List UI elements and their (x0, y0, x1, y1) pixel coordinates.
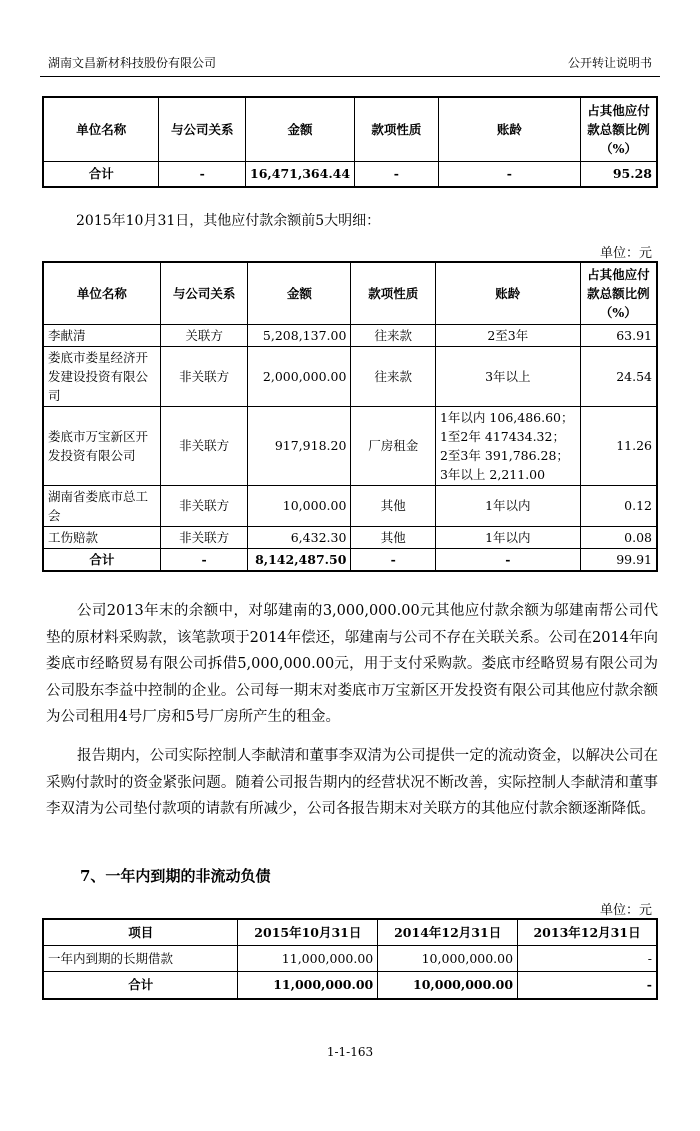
cell-2014: 10,000,000.00 (378, 945, 518, 971)
cell-aging: 2至3年 (435, 324, 580, 346)
cell-aging: 1年以内 (435, 485, 580, 526)
total-relationship: - (159, 161, 246, 187)
table-row (43, 346, 657, 406)
cell-2013: - (518, 945, 657, 971)
cell-nature: 往来款 (351, 324, 436, 346)
total-aging: - (435, 548, 580, 571)
top5-payables-table (42, 261, 658, 572)
cell-ratio: 0.08 (580, 526, 657, 548)
header-company-name: 湖南文昌新材科技股份有限公司 (48, 56, 217, 70)
table-total-row (43, 971, 657, 999)
total-2014: 10,000,000.00 (378, 971, 518, 999)
aging-line: 2至3年 391,786.28； (439, 447, 569, 463)
paragraph-1: 公司2013年末的余额中，对邬建南的3,000,000.00元其他应付款余额为邬建南帮公司代垫的原材料采购款，该笔款项于2014年偿还，邬建南与公司不存在关联关系。公司在2014年向娄底市经略贸易有限公司拆借5,000,000.00元，用于支付采购款。娄底市经略贸易有限公司为公司股东李益中控制的企业。公司每一期末对娄底市万宝新区开发投资有限公司其他应付款余额为公司租用4号厂房和5号厂房所产生的租金。 (46, 603, 658, 725)
table-row (43, 485, 657, 526)
table-total-row (43, 161, 657, 187)
cell-nature: 厂房租金 (351, 406, 436, 485)
cell-amount: 2,000,000.00 (248, 346, 351, 406)
cell-unit-name: 李献清 (43, 324, 160, 346)
cell-unit-name: 湖南省娄底市总工会 (43, 485, 160, 526)
cell-item: 一年内到期的长期借款 (43, 945, 238, 971)
col-header-2015-10-31: 2015年10月31日 (238, 919, 378, 945)
cell-aging: 1年以内 (435, 526, 580, 548)
cell-relationship: 非关联方 (160, 526, 248, 548)
total-nature: - (351, 548, 436, 571)
page-number: 1-1-163 (326, 1045, 374, 1059)
table-row (43, 406, 657, 485)
table-row (43, 945, 657, 971)
total-nature: - (355, 161, 439, 187)
cell-2015: 11,000,000.00 (238, 945, 378, 971)
cell-unit-name: 工伤赔款 (43, 526, 160, 548)
cell-nature: 其他 (351, 526, 436, 548)
table-header-row (43, 97, 657, 161)
cell-ratio: 24.54 (580, 346, 657, 406)
col-header-2014-12-31: 2014年12月31日 (378, 919, 518, 945)
cell-relationship: 非关联方 (160, 406, 248, 485)
cell-ratio: 63.91 (580, 324, 657, 346)
col-header-ratio: 占其他应付款总额比例（%） (580, 262, 657, 324)
total-2013: - (518, 971, 657, 999)
table-row (43, 324, 657, 346)
col-header-aging: 账龄 (438, 97, 580, 161)
paragraph-2: 报告期内，公司实际控制人李献清和董事李双清为公司提供一定的流动资金，以解决公司在采购付款时的资金紧张问题。随着公司报告期内的经营状况不断改善，实际控制人李献清和董事李双清为公司垫付款项的请款有所减少，公司各报告期末对关联方的其他应付款余额逐渐降低。 (46, 748, 658, 817)
current-noncurrent-liabilities-table (42, 918, 658, 1000)
aging-line: 1至2年 417434.32； (439, 428, 565, 444)
cell-aging: 3年以上 (435, 346, 580, 406)
total-label: 合计 (43, 161, 159, 187)
col-header-unit-name: 单位名称 (43, 97, 159, 161)
col-header-relationship: 与公司关系 (160, 262, 248, 324)
cell-unit-name: 娄底市娄星经济开发建设投资有限公司 (43, 346, 160, 406)
cell-ratio: 0.12 (580, 485, 657, 526)
table-header-row (43, 262, 657, 324)
aging-line: 1年以内 106,486.60； (439, 409, 574, 425)
payables-summary-table-continued (42, 96, 658, 188)
cell-unit-name: 娄底市万宝新区开发投资有限公司 (43, 406, 160, 485)
total-amount: 8,142,487.50 (248, 548, 351, 571)
total-ratio: 95.28 (581, 161, 657, 187)
col-header-nature: 款项性质 (351, 262, 436, 324)
total-2015: 11,000,000.00 (238, 971, 378, 999)
col-header-aging: 账龄 (435, 262, 580, 324)
section-title: 7、一年内到期的非流动负债 (80, 867, 271, 885)
cell-relationship: 非关联方 (160, 485, 248, 526)
col-header-2013-12-31: 2013年12月31日 (518, 919, 657, 945)
header-document-type: 公开转让说明书 (567, 56, 652, 70)
total-amount: 16,471,364.44 (246, 161, 355, 187)
cell-relationship: 关联方 (160, 324, 248, 346)
unit-label: 单位：元 (599, 246, 652, 261)
col-header-amount: 金额 (248, 262, 351, 324)
table-total-row (43, 548, 657, 571)
total-label: 合计 (43, 548, 160, 571)
cell-nature: 其他 (351, 485, 436, 526)
cell-relationship: 非关联方 (160, 346, 248, 406)
intro-text: 2015年10月31日，其他应付款余额前5大明细： (76, 213, 381, 229)
aging-line: 3年以上 2,211.00 (439, 466, 546, 482)
cell-amount: 6,432.30 (248, 526, 351, 548)
cell-aging-breakdown (435, 406, 580, 485)
table-row (43, 526, 657, 548)
unit-label: 单位：元 (599, 903, 652, 918)
total-label: 合计 (43, 971, 238, 999)
total-relationship: - (160, 548, 248, 571)
cell-nature: 往来款 (351, 346, 436, 406)
col-header-relationship: 与公司关系 (159, 97, 246, 161)
col-header-nature: 款项性质 (355, 97, 439, 161)
cell-amount: 917,918.20 (248, 406, 351, 485)
col-header-unit-name: 单位名称 (43, 262, 160, 324)
cell-amount: 5,208,137.00 (248, 324, 351, 346)
col-header-ratio: 占其他应付款总额比例（%） (581, 97, 657, 161)
table-header-row (43, 919, 657, 945)
total-aging: - (438, 161, 580, 187)
cell-ratio: 11.26 (580, 406, 657, 485)
col-header-amount: 金额 (246, 97, 355, 161)
header-divider (40, 76, 660, 77)
total-ratio: 99.91 (580, 548, 657, 571)
cell-amount: 10,000.00 (248, 485, 351, 526)
col-header-item: 项目 (43, 919, 238, 945)
